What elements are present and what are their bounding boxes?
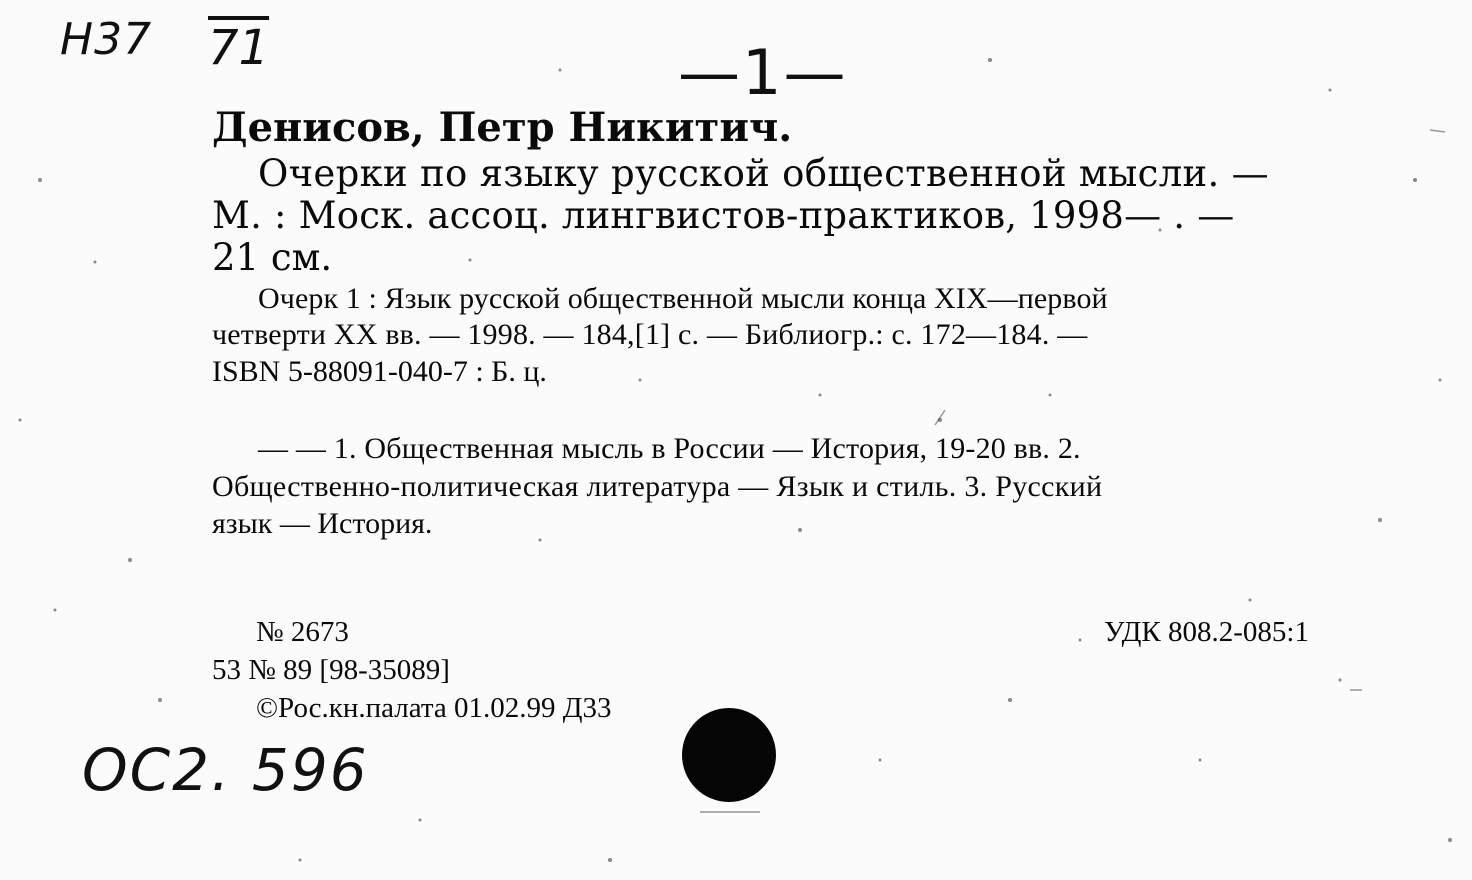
registry-number: 53 № 89 [98-35089] (212, 654, 450, 686)
handwritten-page-marker: —1— (678, 36, 848, 109)
subject-line-3: язык — История. (212, 507, 433, 540)
title-line-1: Очерки по языку русской общественной мысли. — (258, 152, 1269, 195)
volume-line-1: Очерк 1 : Язык русской общественной мысли конца XIX—первой (258, 282, 1108, 315)
chamber-copyright: ©Рос.кн.палата 01.02.99 Д33 (256, 692, 612, 724)
title-line-3: 21 см. (212, 236, 333, 279)
title-line-2: М. : Моск. ассоц. лингвистов-практиков, 1998— . — (212, 194, 1235, 237)
handwritten-number: 71 (208, 20, 270, 76)
card-number: № 2673 (256, 616, 349, 648)
handwritten-shelf-mark: Н37 (60, 14, 153, 65)
udk-code: УДК 808.2-085:1 (1104, 616, 1309, 648)
subject-line-1: — — 1. Общественная мысль в России — История, 19-20 вв. 2. (258, 432, 1081, 465)
punch-hole (682, 708, 776, 802)
volume-line-3: ISBN 5-88091-040-7 : Б. ц. (212, 355, 547, 388)
handwritten-bottom-mark: ОС2. 596 (82, 736, 369, 804)
subject-line-2: Общественно-политическая литература — Язык и стиль. 3. Русский (212, 470, 1103, 503)
author-heading: Денисов, Петр Никитич. (212, 104, 793, 151)
volume-line-2: четверти XX вв. — 1998. — 184,[1] с. — Библиогр.: с. 172—184. — (212, 318, 1088, 351)
